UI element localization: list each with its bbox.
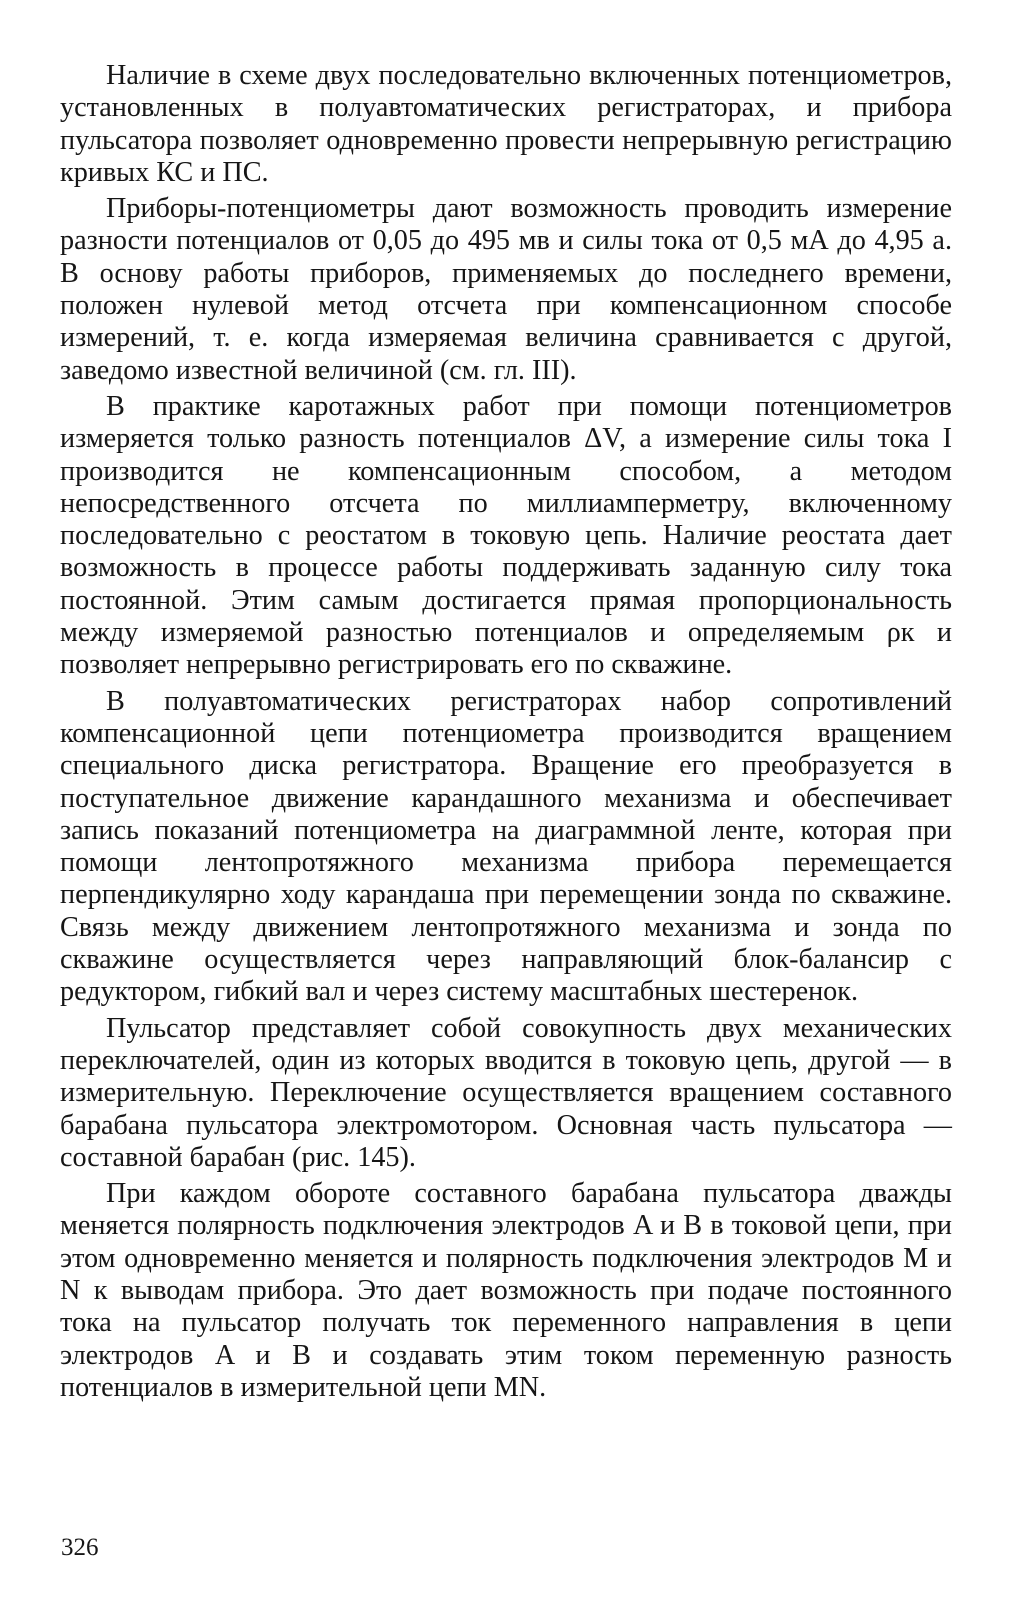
paragraph: Приборы-потенциометры дают возможность проводить измерение разности потенциалов от 0,05 до 495 мв и силы тока от 0,5 мА до 4,95 а. В основу работы приборов, применяемых до последнего времени, положен нулевой метод отсчета при компенсационном способе измерений, т. е. когда измеряемая величина сравнивается с другой, заведомо известной величиной (см. гл. III). [60,193,952,386]
paragraph: Наличие в схеме двух последовательно включенных потенциометров, установленных в полуавтоматических регистраторах, и прибора пульсатора позволяет одновременно провести непрерывную регистрацию кривых КС и ПС. [60,60,952,188]
page-text [60,60,952,1404]
paragraph: Пульсатор представляет собой совокупность двух механических переключателей, один из которых вводится в токовую цепь, другой — в измерительную. Переключение осуществляется вращением составного барабана пульсатора электромотором. Основная часть пульсатора — составной барабан (рис. 145). [60,1012,952,1173]
paragraph: В практике каротажных работ при помощи потенциометров измеряется только разность потенциалов ΔV, а измерение силы тока I производится не компенсационным способом, а методом непосредственного отсчета по миллиамперметру, включенному последовательно с реостатом в токовую цепь. Наличие реостата дает возможность в процессе работы поддерживать заданную силу тока постоянной. Этим самым достигается прямая пропорциональность между измеряемой разностью потенциалов и определяемым ρк и позволяет непрерывно регистрировать его по скважине. [60,390,952,681]
paragraph: В полуавтоматических регистраторах набор сопротивлений компенсационной цепи потенциометра производится вращением специального диска регистратора. Вращение его преобразуется в поступательное движение карандашного механизма и обеспечивает запись показаний потенциометра на диаграммной ленте, которая при помощи лентопротяжного механизма прибора перемещается перпендикулярно ходу карандаша при перемещении зонда по скважине. Связь между движением лентопротяжного механизма и зонда по скважине осуществляется через направляющий блок-балансир с редуктором, гибкий вал и через систему масштабных шестеренок. [60,685,952,1008]
paragraph: При каждом обороте составного барабана пульсатора дважды меняется полярность подключения электродов A и B в токовой цепи, при этом одновременно меняется и полярность подключения электродов M и N к выводам прибора. Это дает возможность при подаче постоянного тока на пульсатор получать ток переменного направления в цепи электродов A и B и создавать этим током переменную разность потенциалов в измерительной цепи MN. [60,1178,952,1403]
page-number: 326 [61,1534,99,1561]
